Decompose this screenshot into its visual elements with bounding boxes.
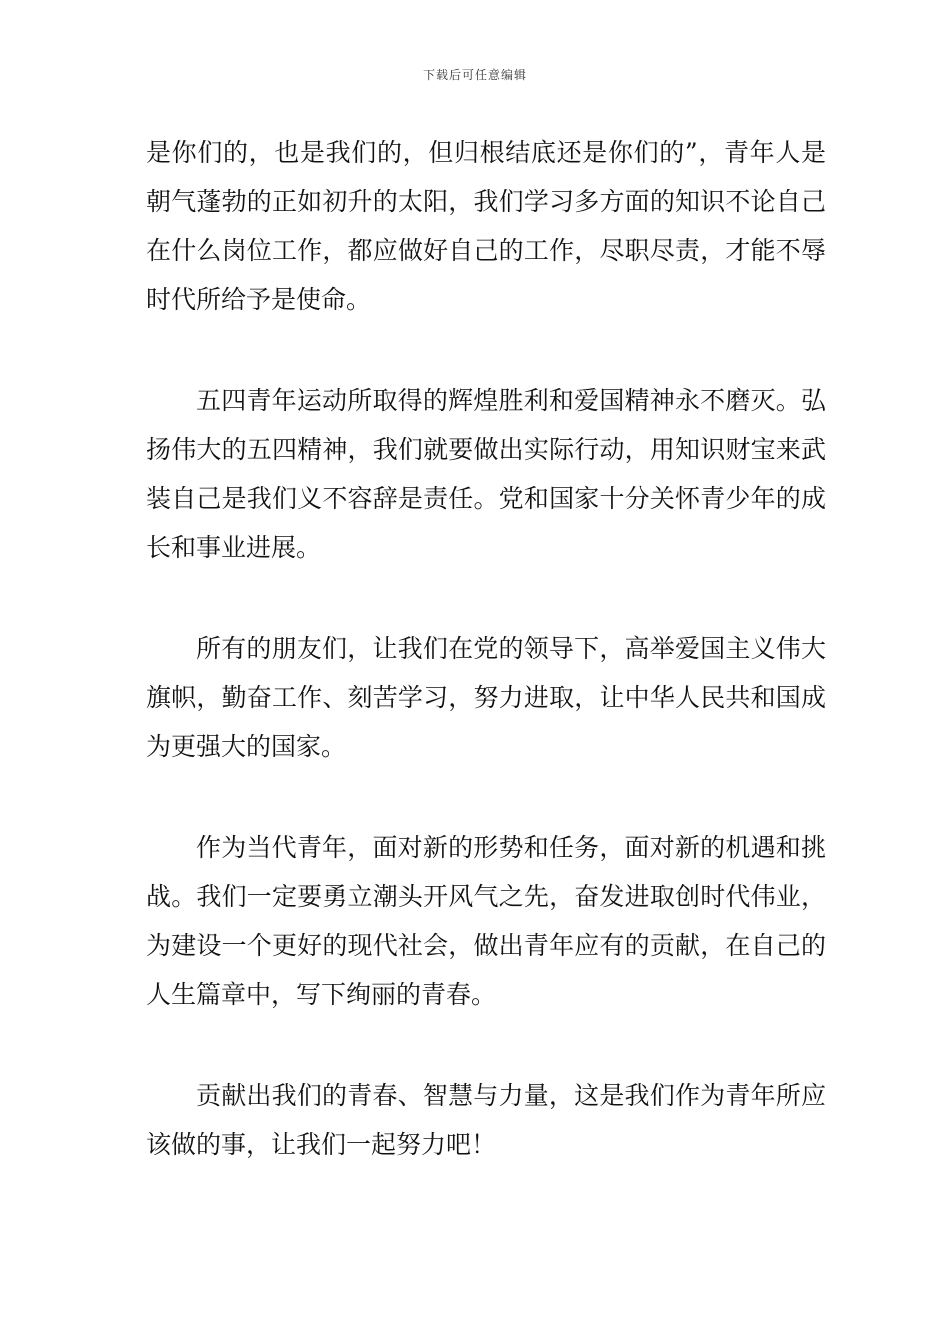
paragraph-4: 作为当代青年，面对新的形势和任务，面对新的机遇和挑战。我们一定要勇立潮头开风气之先，奋发进取创时代伟业，为建设一个更好的现代社会，做出青年应有的贡献，在自己的人生篇章中，写下绚丽的青春。	[146, 833, 826, 1009]
paragraph-1: 是你们的，也是我们的，但归根结底还是你们的”，青年人是朝气蓬勃的正如初升的太阳，我们学习多方面的知识不论自己在什么岗位工作，都应做好自己的工作，尽职尽责，才能不辱时代所给予是使命。	[146, 138, 826, 314]
paragraph-2: 五四青年运动所取得的辉煌胜利和爱国精神永不磨灭。弘扬伟大的五四精神，我们就要做出实际行动，用知识财宝来武装自己是我们义不容辞是责任。党和国家十分关怀青少年的成长和事业进展。	[146, 386, 826, 562]
paragraph-3: 所有的朋友们，让我们在党的领导下，高举爱国主义伟大旗帜，勤奋工作、刻苦学习，努力进取，让中华人民共和国成为更强大的国家。	[146, 634, 826, 761]
document-body	[146, 128, 826, 1221]
paragraph-5: 贡献出我们的青春、智慧与力量，这是我们作为青年所应该做的事，让我们一起努力吧！	[146, 1081, 826, 1159]
header-note: 下载后可任意编辑	[422, 68, 527, 82]
